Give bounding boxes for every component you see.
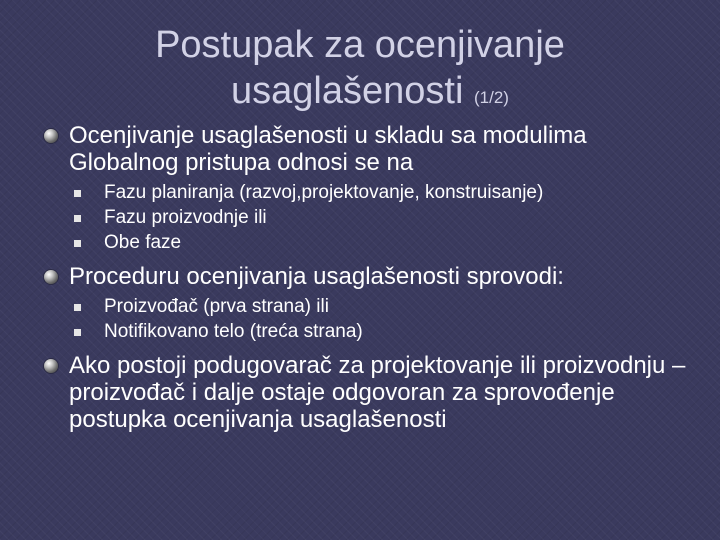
round-bullet-icon: [44, 129, 58, 143]
square-bullet-icon: [74, 190, 81, 197]
sub-bullet-item: [72, 319, 702, 344]
sub-bullet-text: Notifikovano telo (treća strana): [104, 321, 363, 342]
sub-bullet-item: [72, 180, 702, 205]
sub-bullet-item: [72, 294, 702, 319]
bullet-item: [42, 263, 702, 290]
bullet-text: Proceduru ocenjivanja usaglašenosti sprovodi:: [69, 263, 564, 290]
round-bullet-icon: [44, 359, 58, 373]
bullet-text: Ocenjivanje usaglašenosti u skladu sa modulima Globalnog pristupa odnosi se na: [69, 122, 587, 176]
bullet-text: Ako postoji podugovarač za projektovanje ili proizvodnju – proizvođač i dalje ostaje odgovoran za sprovođenje postupka ocenjivanja usaglašenosti: [69, 352, 686, 433]
square-bullet-icon: [74, 304, 81, 311]
square-bullet-icon: [74, 240, 81, 247]
title-line-2-text: usaglašenosti: [231, 70, 464, 112]
sub-bullet-text: Obe faze: [104, 232, 182, 253]
title-page-indicator: (1/2): [473, 88, 509, 107]
sub-bullet-item: [72, 230, 702, 255]
title-line-1: Postupak za ocenjivanje: [155, 24, 565, 66]
bullet-item: [42, 122, 702, 176]
round-bullet-icon: [44, 270, 58, 284]
title-line-2: [0, 68, 720, 121]
sub-bullet-text: Proizvođač (prva strana) ili: [104, 296, 329, 317]
square-bullet-icon: [74, 215, 81, 222]
sub-bullet-item: [72, 205, 702, 230]
square-bullet-icon: [74, 329, 81, 336]
slide-title: [0, 22, 720, 121]
bullet-list: [42, 122, 702, 433]
bullet-item: [42, 352, 702, 433]
sub-bullet-text: Fazu proizvodnje ili: [104, 207, 267, 228]
sub-bullet-text: Fazu planiranja (razvoj,projektovanje, konstruisanje): [104, 182, 544, 203]
